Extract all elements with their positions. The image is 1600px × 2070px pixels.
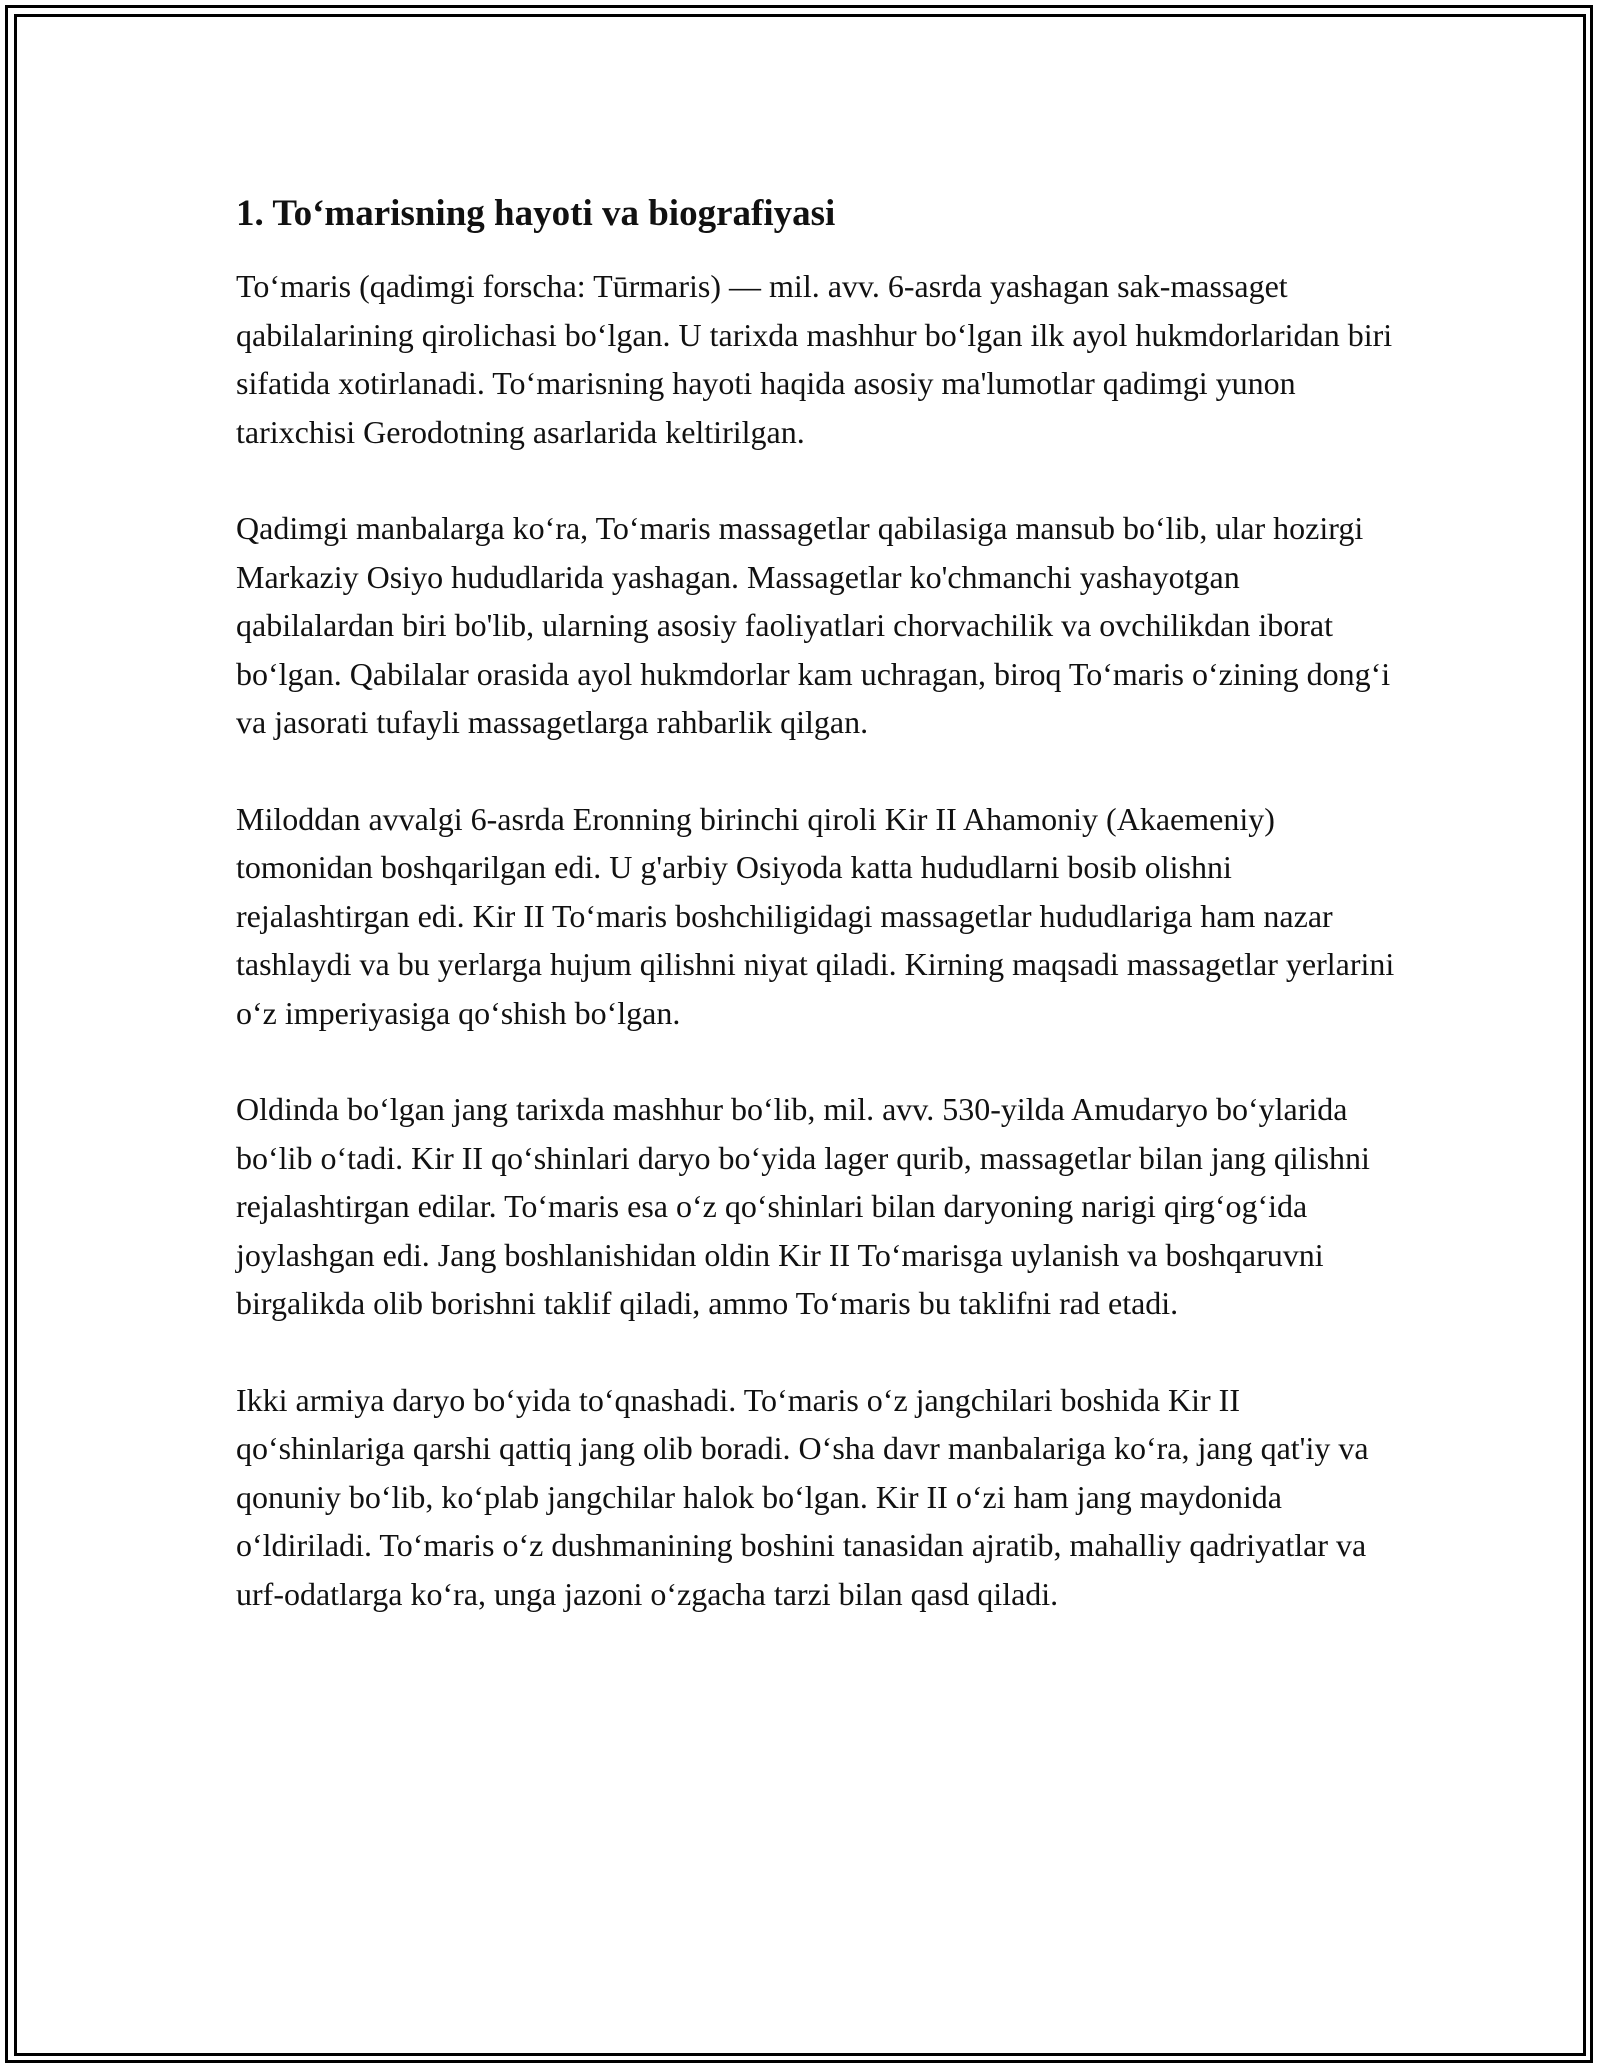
paragraph-4: Oldinda bo‘lgan jang tarixda mashhur bo‘lib, mil. avv. 530-yilda Amudaryo bo‘ylarida bo‘lib o‘tadi. Kir II qo‘shinlari daryo bo‘yida lager qurib, massagetlar bilan jang qilishni rejalashtirgan edilar. To‘maris esa o‘z qo‘shinlari bilan daryoning narigi qirg‘og‘ida joylashgan edi. Jang boshlanishidan oldin Kir II To‘marisga uylanish va boshqaruvni birgalikda olib borishni taklif qiladi, ammo To‘maris bu taklifni rad etadi. [236, 1091, 1370, 1321]
section-heading: 1. To‘marisning hayoti va biografiyasi [236, 193, 836, 234]
paragraph-1: To‘maris (qadimgi forscha: Tūrmaris) — mil. avv. 6-asrda yashagan sak-massaget qabilalarining qirolichasi bo‘lgan. U tarixda mashhur bo‘lgan ilk ayol hukmdorlaridan biri sifatida xotirlanadi. To‘marisning hayoti haqida asosiy ma'lumotlar qadimgi yunon tarixchisi Gerodotning asarlarida keltirilgan. [236, 268, 1393, 450]
paragraph-3: Miloddan avvalgi 6-asrda Eronning birinchi qiroli Kir II Ahamoniy (Akaemeniy) tomonidan boshqarilgan edi. U g'arbiy Osiyoda katta hududlarni bosib olishni rejalashtirgan edi. Kir II To‘maris boshchiligidagi massagetlar hududlariga ham nazar tashlaydi va bu yerlarga hujum qilishni niyat qiladi. Kirning maqsadi massagetlar yerlarini o‘z imperiyasiga qo‘shish bo‘lgan. [236, 800, 1395, 1031]
paragraph-2: Qadimgi manbalarga ko‘ra, To‘maris massagetlar qabilasiga mansub bo‘lib, ular hozirgi Markaziy Osiyo hududlarida yashagan. Massagetlar ko'chmanchi yashayotgan qabilalardan biri bo'lib, ularning asosiy faoliyatlari chorvachilik va ovchilikdan iborat bo‘lgan. Qabilalar orasida ayol hukmdorlar kam uchragan, biroq To‘maris o‘zining dong‘i va jasorati tufayli massagetlarga rahbarlik qilgan. [236, 510, 1391, 740]
document-body [236, 186, 1396, 1618]
paragraph-5: Ikki armiya daryo bo‘yida to‘qnashadi. To‘maris o‘z jangchilari boshida Kir II qo‘shinlariga qarshi qattiq jang olib boradi. O‘sha davr manbalariga ko‘ra, jang qat'iy va qonuniy bo‘lib, ko‘plab jangchilar halok bo‘lgan. Kir II o‘zi ham jang maydonida o‘ldiriladi. To‘maris o‘z dushmanining boshini tanasidan ajratib, mahalliy qadriyatlar va urf-odatlarga ko‘ra, unga jazoni o‘zgacha tarzi bilan qasd qiladi. [236, 1381, 1369, 1612]
